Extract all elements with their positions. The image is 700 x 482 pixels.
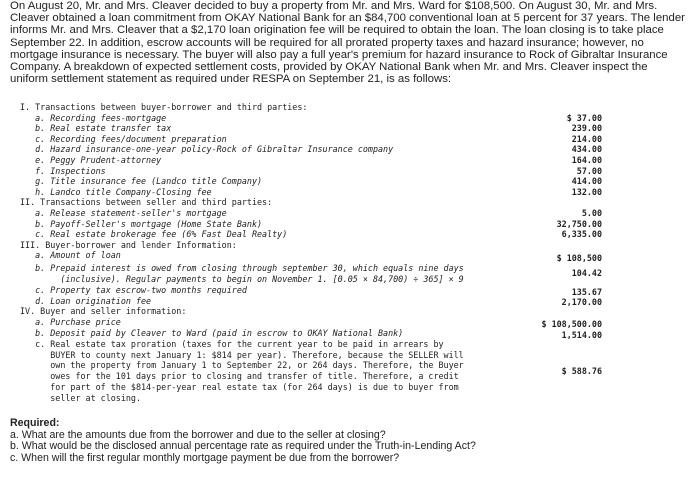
statement-item: c. Recording fees/document preparation [20, 133, 227, 144]
section-heading: I. Transactions between buyer-borrower and third parties: [20, 102, 308, 112]
intro-line: On August 20, Mr. and Mrs. Cleaver decided to buy a property from Mr. and Mrs. Ward for $108,500. On August 30, Mr. and Mrs. [10, 0, 658, 12]
statement-item-continued: own the property from January 1 to September 22, or 264 days. Therefore, the Buyer [20, 360, 464, 371]
statement-item: f. Inspections [20, 165, 106, 176]
amount: $ 37.00 [566, 112, 602, 123]
required-heading: Required: [10, 417, 60, 429]
section-heading: II. Transactions between seller and third parties: [20, 197, 273, 208]
intro-line: informs Mr. and Mrs. Cleaver that a $2,170 loan origination fee will be required to obtain the loan. The loan closing is to take place [10, 24, 664, 37]
statement-item: b. Deposit paid by Cleaver to Ward (paid in escrow to OKAY National Bank) [20, 328, 404, 338]
intro-line: Company. A breakdown of expected settlement costs, provided by OKAY National Bank when Mr. and Mrs. Cleaver inspect the [10, 60, 648, 73]
question: c. When will the first regular monthly mortgage payment be due from the borrower? [10, 451, 400, 464]
required-section [10, 418, 690, 464]
intro-line: uniform settlement statement as required under RESPA on September 21, is as follows: [10, 73, 452, 86]
amount: 2,170.00 [561, 297, 602, 308]
question: b. What would be the disclosed annual percentage rate as required under the Truth-in-Lending Act? [10, 440, 476, 453]
amount: $ 108,500.00 [541, 319, 602, 330]
amount: 104.42 [571, 268, 602, 279]
amount: 214.00 [571, 133, 602, 144]
amount: 132.00 [571, 186, 602, 197]
amount: 239.00 [571, 123, 602, 134]
statement-item: e. Peggy Prudent-attorney [20, 155, 162, 165]
amount: 57.00 [576, 165, 602, 176]
section-heading: IV. Buyer and seller information: [20, 306, 187, 317]
statement-item-continued: seller at closing. [20, 392, 142, 403]
amount: 434.00 [571, 144, 602, 155]
statement-item: (inclusive). Regular payments to begin on November 1. [0.05 × 84,700) ÷ 365] × 9 [20, 273, 464, 284]
statement-item: h. Landco title Company-Closing fee [20, 186, 212, 197]
statement-item: b. Prepaid interest is owed from closing through september 30, which equals nine days [20, 263, 464, 273]
statement-item-continued: owes for the 101 days prior to closing and transfer of title. Therefore, a credit [20, 371, 459, 382]
statement-item: a. Recording fees-mortgage [20, 112, 167, 123]
statement-item-continued: for part of the $814-per-year real estate tax (for 264 days) is due to buyer from [20, 382, 459, 392]
statement-item: c. Real estate tax proration (taxes for the current year to be paid in arrears by [20, 338, 444, 349]
amount: 164.00 [571, 155, 602, 165]
question: a. What are the amounts due from the borrower and due to the seller at closing? [10, 428, 386, 441]
statement-item: a. Release statement-seller's mortgage [20, 208, 227, 218]
amount: 32,750.00 [556, 218, 602, 229]
intro-line: September 22. In addition, escrow accounts will be required for all prorated property taxes and hazard insurance; however, no [10, 36, 644, 49]
statement-item: a. Amount of loan [20, 250, 121, 261]
statement-item: a. Purchase price [20, 317, 121, 328]
amount: 6,335.00 [561, 229, 602, 240]
amount: $ 588.76 [561, 365, 602, 376]
statement-item: d. Loan origination fee [20, 295, 152, 306]
statement-item-continued: BUYER to county next January 1: $814 per year). Therefore, because the SELLER will [20, 349, 464, 360]
problem-intro [10, 0, 694, 85]
intro-line: Cleaver obtained a loan commitment from OKAY National Bank for an $84,700 conventional loan at 5 percent for 37 years. The lender [10, 12, 685, 25]
amount: $ 108,500 [556, 252, 602, 263]
statement-item: c. Real estate brokerage fee (6% Fast Deal Realty) [20, 229, 288, 240]
amount: 5.00 [581, 208, 602, 218]
amount: 135.67 [571, 286, 602, 297]
statement-item: c. Property tax escrow-two months required [20, 284, 247, 295]
statement-item: b. Payoff-Seller's mortgage (Home State Bank) [20, 218, 263, 229]
statement-item: d. Hazard insurance-one-year policy-Rock of Gibraltar Insurance company [20, 144, 394, 155]
intro-line: mortgage insurance is necessary. The buyer will also pay a full year's premium for hazard insurance to Rock of Gibraltar Insurance [10, 48, 668, 61]
statement-item: g. Title insurance fee (Landco title Company) [20, 176, 263, 187]
section-heading: III. Buyer-borrower and lender Information: [20, 239, 237, 250]
statement-item: b. Real estate transfer tax [20, 123, 172, 134]
amount: 414.00 [571, 176, 602, 187]
amount: 1,514.00 [561, 329, 602, 340]
